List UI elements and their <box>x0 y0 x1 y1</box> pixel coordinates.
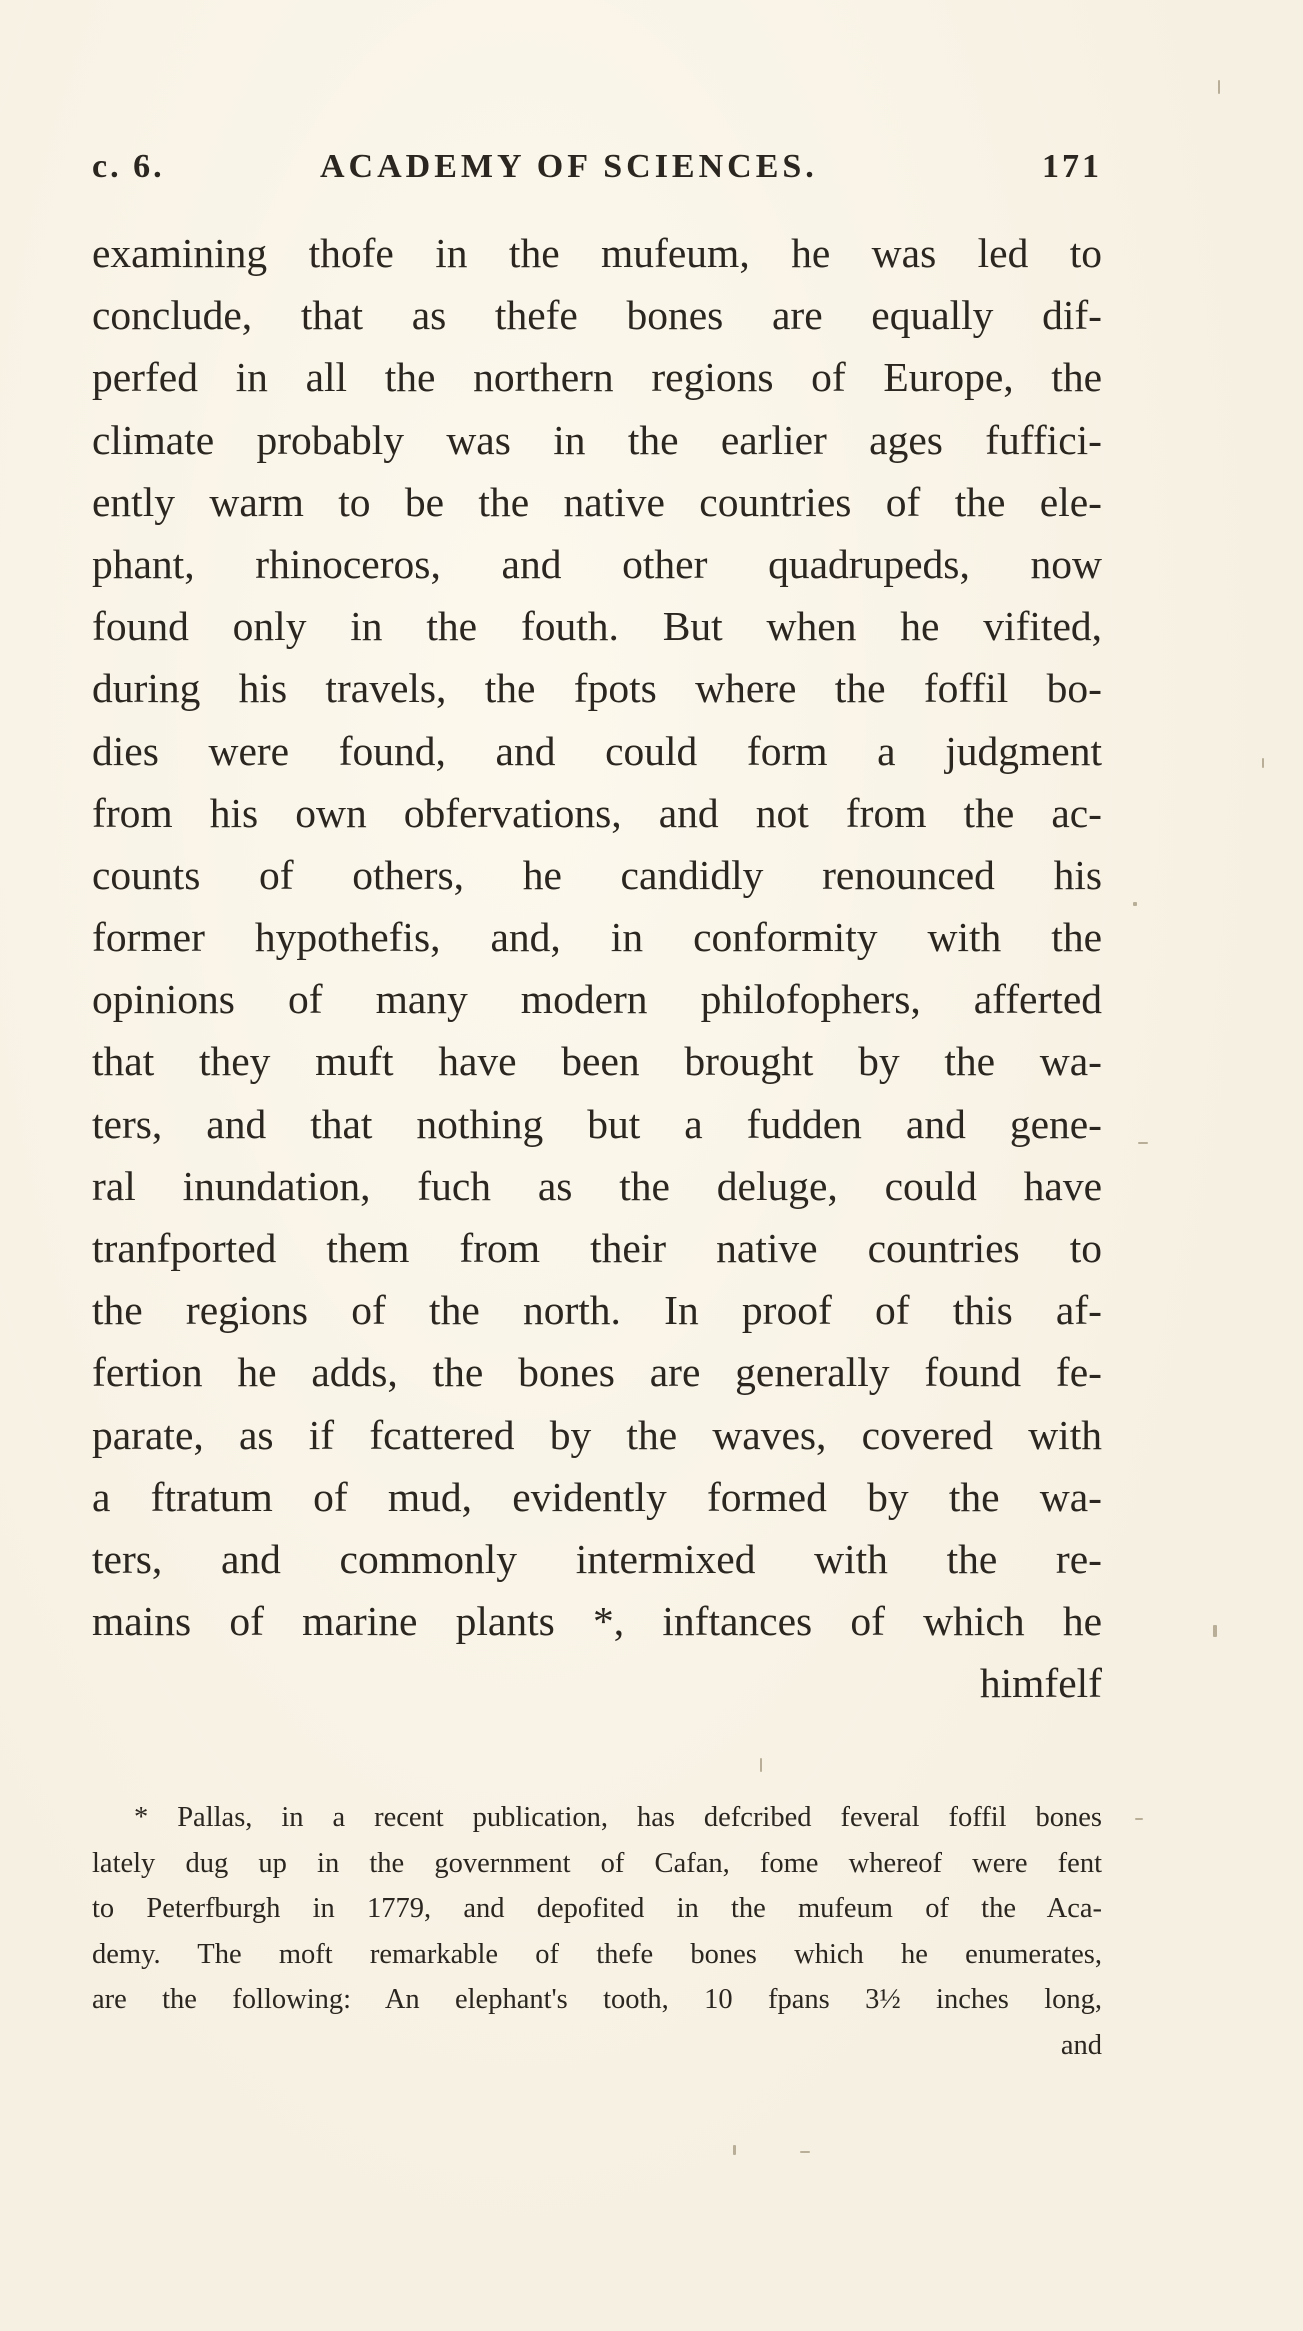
text-line: ters, and that nothing but a fudden and gene- <box>92 1100 1102 1147</box>
paper-speck <box>1262 758 1264 768</box>
running-title: ACADEMY OF SCIENCES. <box>320 148 818 185</box>
paper-speck <box>760 1758 762 1772</box>
text-line: former hypothefis, and, in conformity with the <box>92 914 1102 961</box>
chapter-marker: c. 6. <box>92 148 165 185</box>
text-line: examining thofe in the mufeum, he was led to <box>92 230 1102 276</box>
text-line: during his travels, the fpots where the foffil bo- <box>92 665 1102 712</box>
text-line: found only in the fouth. But when he vifited, <box>92 603 1102 650</box>
running-head <box>92 148 1102 198</box>
paper-speck <box>733 2145 736 2155</box>
paper-speck <box>1135 1818 1143 1820</box>
footnote-catchword: and <box>1060 2029 1102 2061</box>
text-line: phant, rhinoceros, and other quadrupeds, now <box>92 540 1102 587</box>
text-line: opinions of many modern philofophers, afferted <box>92 976 1102 1023</box>
body-text <box>92 222 1102 1715</box>
text-line: counts of others, he candidly renounced his <box>92 851 1102 898</box>
text-line: ently warm to be the native countries of the ele- <box>92 478 1102 525</box>
text-line: the regions of the north. In proof of this af- <box>92 1287 1102 1334</box>
text-line: fertion he adds, the bones are generally found fe- <box>92 1349 1102 1396</box>
text-line: tranfported them from their native countries to <box>92 1225 1102 1271</box>
paper-speck <box>1138 1142 1148 1144</box>
paper-speck <box>800 2151 810 2153</box>
paper-speck <box>1133 902 1137 906</box>
catchword: himfelf <box>979 1660 1102 1707</box>
footnote-line: to Peterfburgh in 1779, and depofited in the mufeum of the Aca- <box>92 1893 1102 1924</box>
text-line: mains of marine plants *, inftances of which he <box>92 1598 1102 1645</box>
page-number: 171 <box>1042 148 1102 185</box>
text-line: perfed in all the northern regions of Europe, the <box>92 354 1102 401</box>
paper-speck <box>1213 1625 1217 1637</box>
text-line: conclude, that as thefe bones are equally dif- <box>92 292 1102 339</box>
footnote <box>92 1795 1102 2068</box>
text-line: ral inundation, fuch as the deluge, could have <box>92 1162 1102 1209</box>
text-line: from his own obfervations, and not from the ac- <box>92 789 1102 836</box>
text-line: that they muft have been brought by the wa- <box>92 1038 1102 1085</box>
text-line: dies were found, and could form a judgment <box>92 727 1102 774</box>
footnote-line: demy. The moft remarkable of thefe bones which he enumerates, <box>92 1938 1102 1970</box>
text-line: ters, and commonly intermixed with the re- <box>92 1535 1102 1582</box>
footnote-line: lately dug up in the government of Cafan, fome whereof were fent <box>92 1847 1102 1879</box>
text-line: parate, as if fcattered by the waves, covered with <box>92 1411 1102 1458</box>
text-line: a ftratum of mud, evidently formed by the wa- <box>92 1473 1102 1520</box>
paper-speck <box>1218 80 1220 94</box>
text-line: climate probably was in the earlier ages fuffici- <box>92 416 1102 463</box>
footnote-line: are the following: An elephant's tooth, 10 fpans 3½ inches long, <box>92 1984 1102 2015</box>
footnote-line: * Pallas, in a recent publication, has defcribed feveral foffil bones <box>134 1802 1102 1833</box>
